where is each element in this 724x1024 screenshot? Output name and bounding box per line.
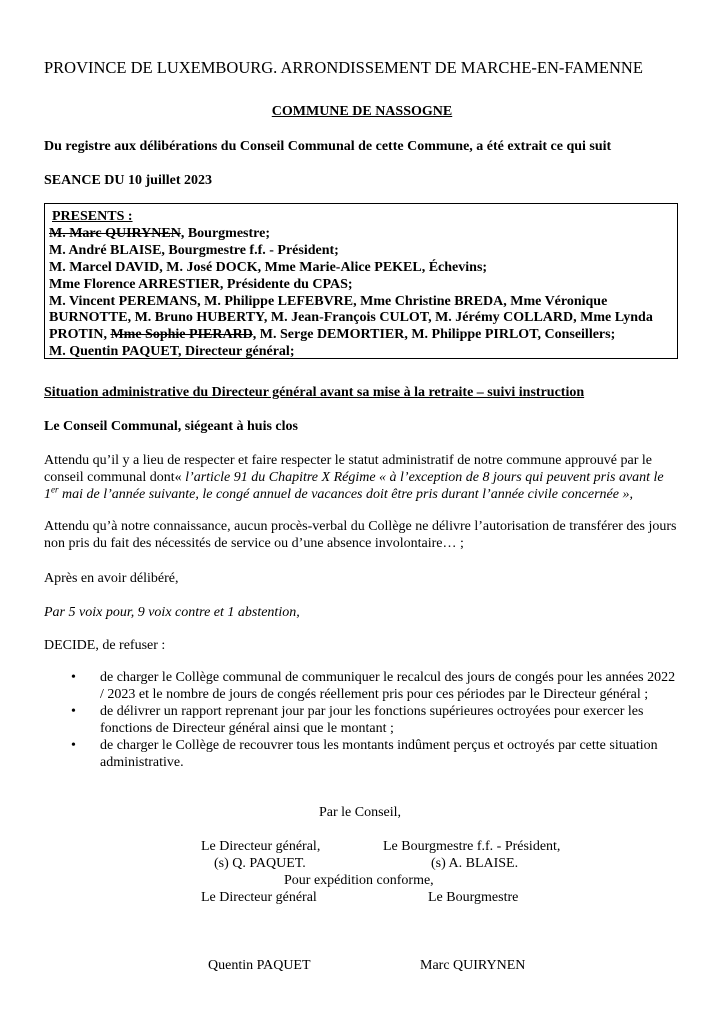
presents-line-6: M. Quentin PAQUET, Directeur général; <box>49 344 295 360</box>
paragraph-attendu-1 <box>44 452 680 503</box>
decision-line: DECIDE, de refuser : <box>44 638 166 653</box>
registry-extract-line: Du registre aux délibérations du Conseil Communal de cette Commune, a été extrait ce qui suit <box>44 139 612 154</box>
quoted-text: l’article 91 du Chapitre X Régime « à l’exception de 8 jours qui peuvent pris avant le 1 <box>44 470 664 502</box>
bullet-icon: • <box>71 738 76 753</box>
mayor-title-2: Le Bourgmestre <box>428 890 519 905</box>
paragraph-delibere: Après en avoir délibéré, <box>44 571 179 586</box>
mayor-signature: (s) A. BLAISE. <box>431 856 519 871</box>
list-item-text: de charger le Collège de recouvrer tous les montants indûment perçus et octroyés par cette situation administrative. <box>100 738 658 770</box>
expedition-conforme: Pour expédition conforme, <box>284 873 434 888</box>
mayor-name: Marc QUIRYNEN <box>420 958 526 973</box>
paragraph-text: Attendu qu’il y a lieu de respecter et faire respecter le statut administratif de notre commune approuvé par le conseil communal dont« <box>44 453 652 485</box>
list-item-text: de délivrer un rapport reprenant jour par jour les fonctions supérieures octroyées pour exercer les fonctions de Directeur général ainsi que le montant ; <box>100 704 644 736</box>
director-name: Quentin PAQUET <box>208 958 311 973</box>
director-title: Le Directeur général, <box>201 839 321 854</box>
presents-text: , Bourgmestre; <box>180 225 271 241</box>
superscript: er <box>51 484 59 495</box>
list-item-text: de charger le Collège communal de communiquer le recalcul des jours de congés pour les années 2022 / 2023 et le nombre de jours de congés réellement pris pour ces périodes par le Directeur général ; <box>100 670 676 702</box>
presents-line-4: Mme Florence ARRESTIER, Présidente du CPAS; <box>49 276 353 292</box>
struck-name: M. Marc QUIRYNEN <box>49 225 181 241</box>
presents-line-1 <box>49 226 673 243</box>
director-signature: (s) Q. PAQUET. <box>214 856 306 871</box>
list-item <box>44 703 680 737</box>
council-heading: Le Conseil Communal, siégeant à huis clos <box>44 419 298 434</box>
province-header: PROVINCE DE LUXEMBOURG. ARRONDISSEMENT DE MARCHE-EN-FAMENNE <box>44 58 643 77</box>
presents-title: PRESENTS : <box>52 209 133 224</box>
paragraph-attendu-2: Attendu qu’à notre connaissance, aucun procès-verbal du Collège ne délivre l’autorisation de transférer des jours non pris du fait des nécessités de service ou d’une absence involontaire… ; <box>44 519 677 551</box>
session-date: SEANCE DU 10 juillet 2023 <box>44 173 213 188</box>
commune-title: COMMUNE DE NASSOGNE <box>271 104 453 119</box>
struck-name: Mme Sophie PIERARD <box>110 327 253 343</box>
list-item <box>44 669 680 703</box>
par-le-conseil: Par le Conseil, <box>319 805 402 820</box>
presents-line-5 <box>49 294 673 345</box>
subject-heading: Situation administrative du Directeur général avant sa mise à la retraite – suivi instruction <box>44 385 585 400</box>
presents-box <box>44 203 678 359</box>
bullet-icon: • <box>71 704 76 719</box>
decision-list <box>44 669 680 771</box>
presents-line-3: M. Marcel DAVID, M. José DOCK, Mme Marie-Alice PEKEL, Échevins; <box>49 259 488 275</box>
presents-line-2: M. André BLAISE, Bourgmestre f.f. - Président; <box>49 242 339 258</box>
director-title-2: Le Directeur général <box>201 890 317 905</box>
mayor-title: Le Bourgmestre f.f. - Président, <box>383 839 561 854</box>
presents-text: M. Vincent PEREMANS, M. Philippe LEFEBVRE, Mme Christine BREDA, Mme Véronique BURNOTTE, M. Bruno HUBERTY, M. Jean-François CULOT, M. Jérémy COLLARD, Mme Lynda PROTIN, <box>49 293 653 343</box>
vote-result: Par 5 voix pour, 9 voix contre et 1 abstention, <box>44 605 300 620</box>
presents-text: , M. Serge DEMORTIER, M. Philippe PIRLOT, Conseillers; <box>252 327 616 343</box>
quoted-text: mai de l’année suivante, le congé annuel de vacances doit être pris durant l’année civile concernée », <box>58 487 633 502</box>
list-item <box>44 737 680 771</box>
bullet-icon: • <box>71 670 76 685</box>
